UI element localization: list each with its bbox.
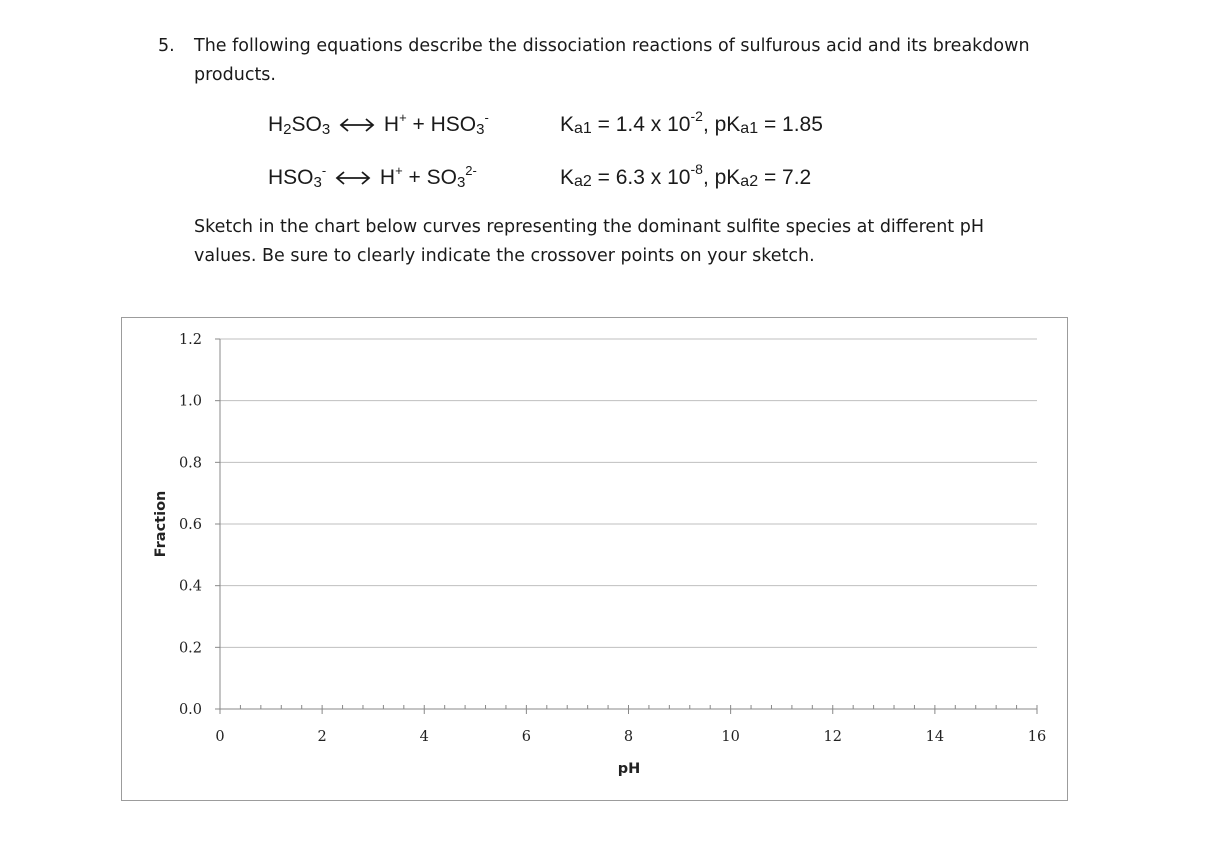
equation-2-reaction: $HSO_3^-$ $H^+ + SO_3^{2-}$ (268, 163, 477, 191)
x-axis-title: pH (617, 761, 641, 777)
equation-2-constants: Ka2 = 6.3 x $10^{-8}$, pKa2 = 7.2 (560, 161, 812, 190)
x-tick-label: 8 (623, 729, 634, 745)
x-tick-label: 6 (521, 729, 531, 745)
equation-1-constants: Ka1 = 1.4 x $10^{-2}$, pKa1 = 1.85 (560, 108, 823, 137)
x-tick-label: 4 (419, 729, 429, 745)
x-tick-label: 10 (721, 729, 740, 745)
gridlines (220, 339, 1037, 647)
x-tick-label: 2 (317, 729, 327, 745)
equation-1-reaction: $H_2SO_3$ $H^+ + HSO_3^-$ (268, 110, 489, 138)
y-tick-label: 1.0 (178, 393, 202, 410)
y-tick-label: 1.2 (178, 332, 202, 348)
y-tick-label: 0.8 (178, 455, 202, 472)
x-tick-label: 16 (1027, 729, 1047, 745)
y-tick-label: 0.4 (178, 578, 202, 595)
x-tick-label: 0 (215, 729, 225, 745)
y-tick-label: 0.2 (178, 640, 202, 657)
axes (215, 339, 1037, 714)
tick-labels (179, 332, 1046, 745)
x-tick-label: 12 (823, 729, 842, 745)
x-tick-label: 14 (925, 729, 945, 745)
y-axis-title: Fraction (153, 490, 169, 558)
question-text-line-1: The following equations describe the dissociation reactions of sulfurous acid and its breakdown (194, 36, 1030, 56)
question-number: 5. (158, 36, 175, 56)
instruction-line-2: values. Be sure to clearly indicate the crossover points on your sketch. (194, 246, 815, 266)
question-text-line-2: products. (194, 65, 276, 85)
y-tick-label: 0.6 (178, 517, 202, 533)
instruction-line-1: Sketch in the chart below curves representing the dominant sulfite species at different pH (194, 217, 984, 237)
y-tick-label: 0.0 (178, 702, 202, 718)
